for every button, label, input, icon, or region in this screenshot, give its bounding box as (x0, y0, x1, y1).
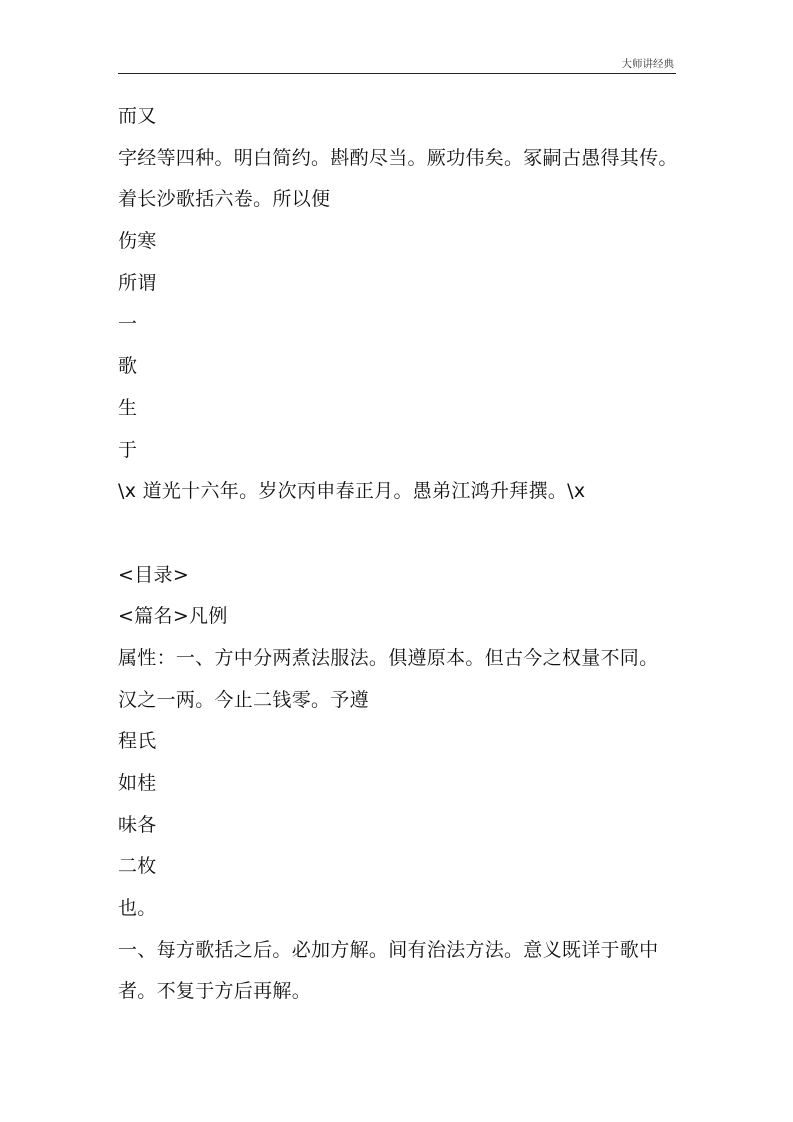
text-line: \x 道光十六年。岁次丙申春正月。愚弟江鸿升拜撰。\x (118, 480, 586, 503)
text-line: 如桂 (118, 772, 157, 794)
text-line: 字经等四种。明白简约。斟酌尽当。厥功伟矣。冢嗣古愚得其传。 (118, 146, 678, 169)
text-line: 一 (118, 313, 138, 336)
text-line: 属性：一、方中分两煮法服法。俱遵原本。但古今之权量不同。 (118, 646, 659, 669)
text-line: 程氏 (118, 730, 157, 753)
text-line: 汉之一两。今止二钱零。予遵 (118, 688, 369, 711)
text-line: 而又 (118, 105, 157, 127)
text-line: 生 (118, 396, 138, 419)
header-title: 大师讲经典 (621, 58, 674, 70)
text-line: 着长沙歌括六卷。所以便 (118, 188, 331, 211)
text-line: 者。不复于方后再解。 (118, 980, 312, 1003)
text-line: 于 (118, 438, 138, 461)
text-line: 一、每方歌括之后。必加方解。间有治法方法。意义既详于歌中 (118, 938, 659, 961)
document-body (118, 96, 688, 1013)
text-line: 所谓 (118, 271, 157, 294)
text-line: 也。 (118, 897, 157, 920)
text-line: 歌 (118, 355, 138, 378)
text-line: 味各 (118, 813, 157, 836)
text-line (118, 513, 688, 555)
page-header (118, 56, 676, 74)
text-line: 二枚 (118, 855, 157, 878)
text-line: <目录> (118, 563, 190, 586)
text-line: <篇名>凡例 (118, 605, 228, 628)
text-line: 伤寒 (118, 230, 157, 253)
